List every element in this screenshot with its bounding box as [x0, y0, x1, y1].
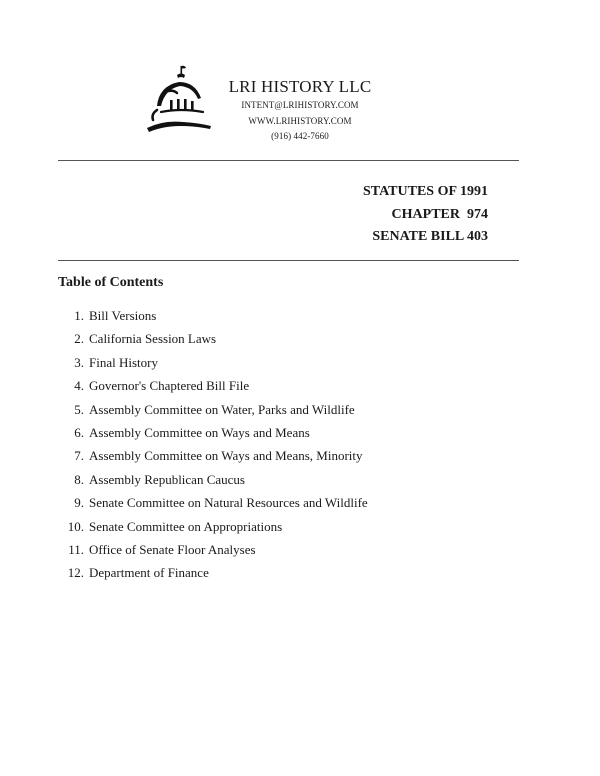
toc-item [58, 306, 368, 329]
toc-item [58, 329, 368, 352]
top-divider [58, 160, 519, 161]
toc-item [58, 470, 368, 493]
toc-item [58, 540, 368, 563]
toc-item-number: 6. [74, 424, 84, 440]
toc-item-label: Bill Versions [89, 308, 157, 323]
company-email: INTENT@LRIHISTORY.COM [241, 100, 359, 110]
toc-item [58, 376, 368, 399]
toc-item-label: Assembly Republican Caucus [89, 471, 245, 487]
statute-year: STATUTES OF 1991 [363, 184, 488, 199]
toc-item-label: Final History [89, 354, 158, 370]
toc-item [58, 563, 368, 586]
toc-item-number: 5. [74, 401, 84, 417]
statute-block [363, 181, 488, 249]
toc-item [58, 517, 368, 540]
toc-item-number: 3. [74, 354, 84, 370]
toc-item [58, 493, 368, 516]
capitol-dome-icon [143, 62, 213, 140]
toc-item-label: Assembly Committee on Ways and Means [89, 424, 310, 440]
toc-item [58, 446, 368, 469]
company-website: WWW.LRIHISTORY.COM [248, 116, 352, 126]
statute-chapter: CHAPTER 974 [391, 206, 488, 222]
toc-item-number: 9. [74, 495, 84, 511]
toc-item-label: Governor's Chaptered Bill File [89, 378, 250, 394]
toc-item-number: 10. [67, 518, 84, 534]
toc-item [58, 400, 368, 423]
toc-item-label: Assembly Committee on Water, Parks and Wildlife [89, 401, 355, 417]
toc-item-number: 1. [74, 308, 84, 323]
toc-item-label: Office of Senate Floor Analyses [89, 541, 256, 557]
toc-item-number: 12. [67, 565, 84, 581]
company-phone: (916) 442-7660 [271, 131, 329, 141]
toc-heading: Table of Contents [58, 275, 164, 290]
toc-item-number: 7. [74, 448, 84, 464]
toc-item [58, 353, 368, 376]
toc-list [58, 306, 368, 587]
toc-item-label: Department of Finance [89, 565, 209, 581]
toc-item-label: California Session Laws [89, 331, 217, 347]
toc-item [58, 423, 368, 446]
statute-bill: SENATE BILL 403 [372, 229, 488, 244]
bottom-divider [58, 260, 519, 261]
toc-item-label: Senate Committee on Natural Resources and Wildlife [89, 495, 368, 511]
toc-item-label: Assembly Committee on Ways and Means, Minority [89, 448, 363, 464]
toc-item-number: 11. [68, 541, 84, 557]
toc-item-label: Senate Committee on Appropriations [89, 518, 283, 534]
toc-item-number: 4. [74, 378, 84, 394]
company-name: LRI HISTORY LLC [228, 77, 372, 96]
toc-item-number: 8. [74, 471, 84, 487]
toc-item-number: 2. [74, 331, 84, 347]
